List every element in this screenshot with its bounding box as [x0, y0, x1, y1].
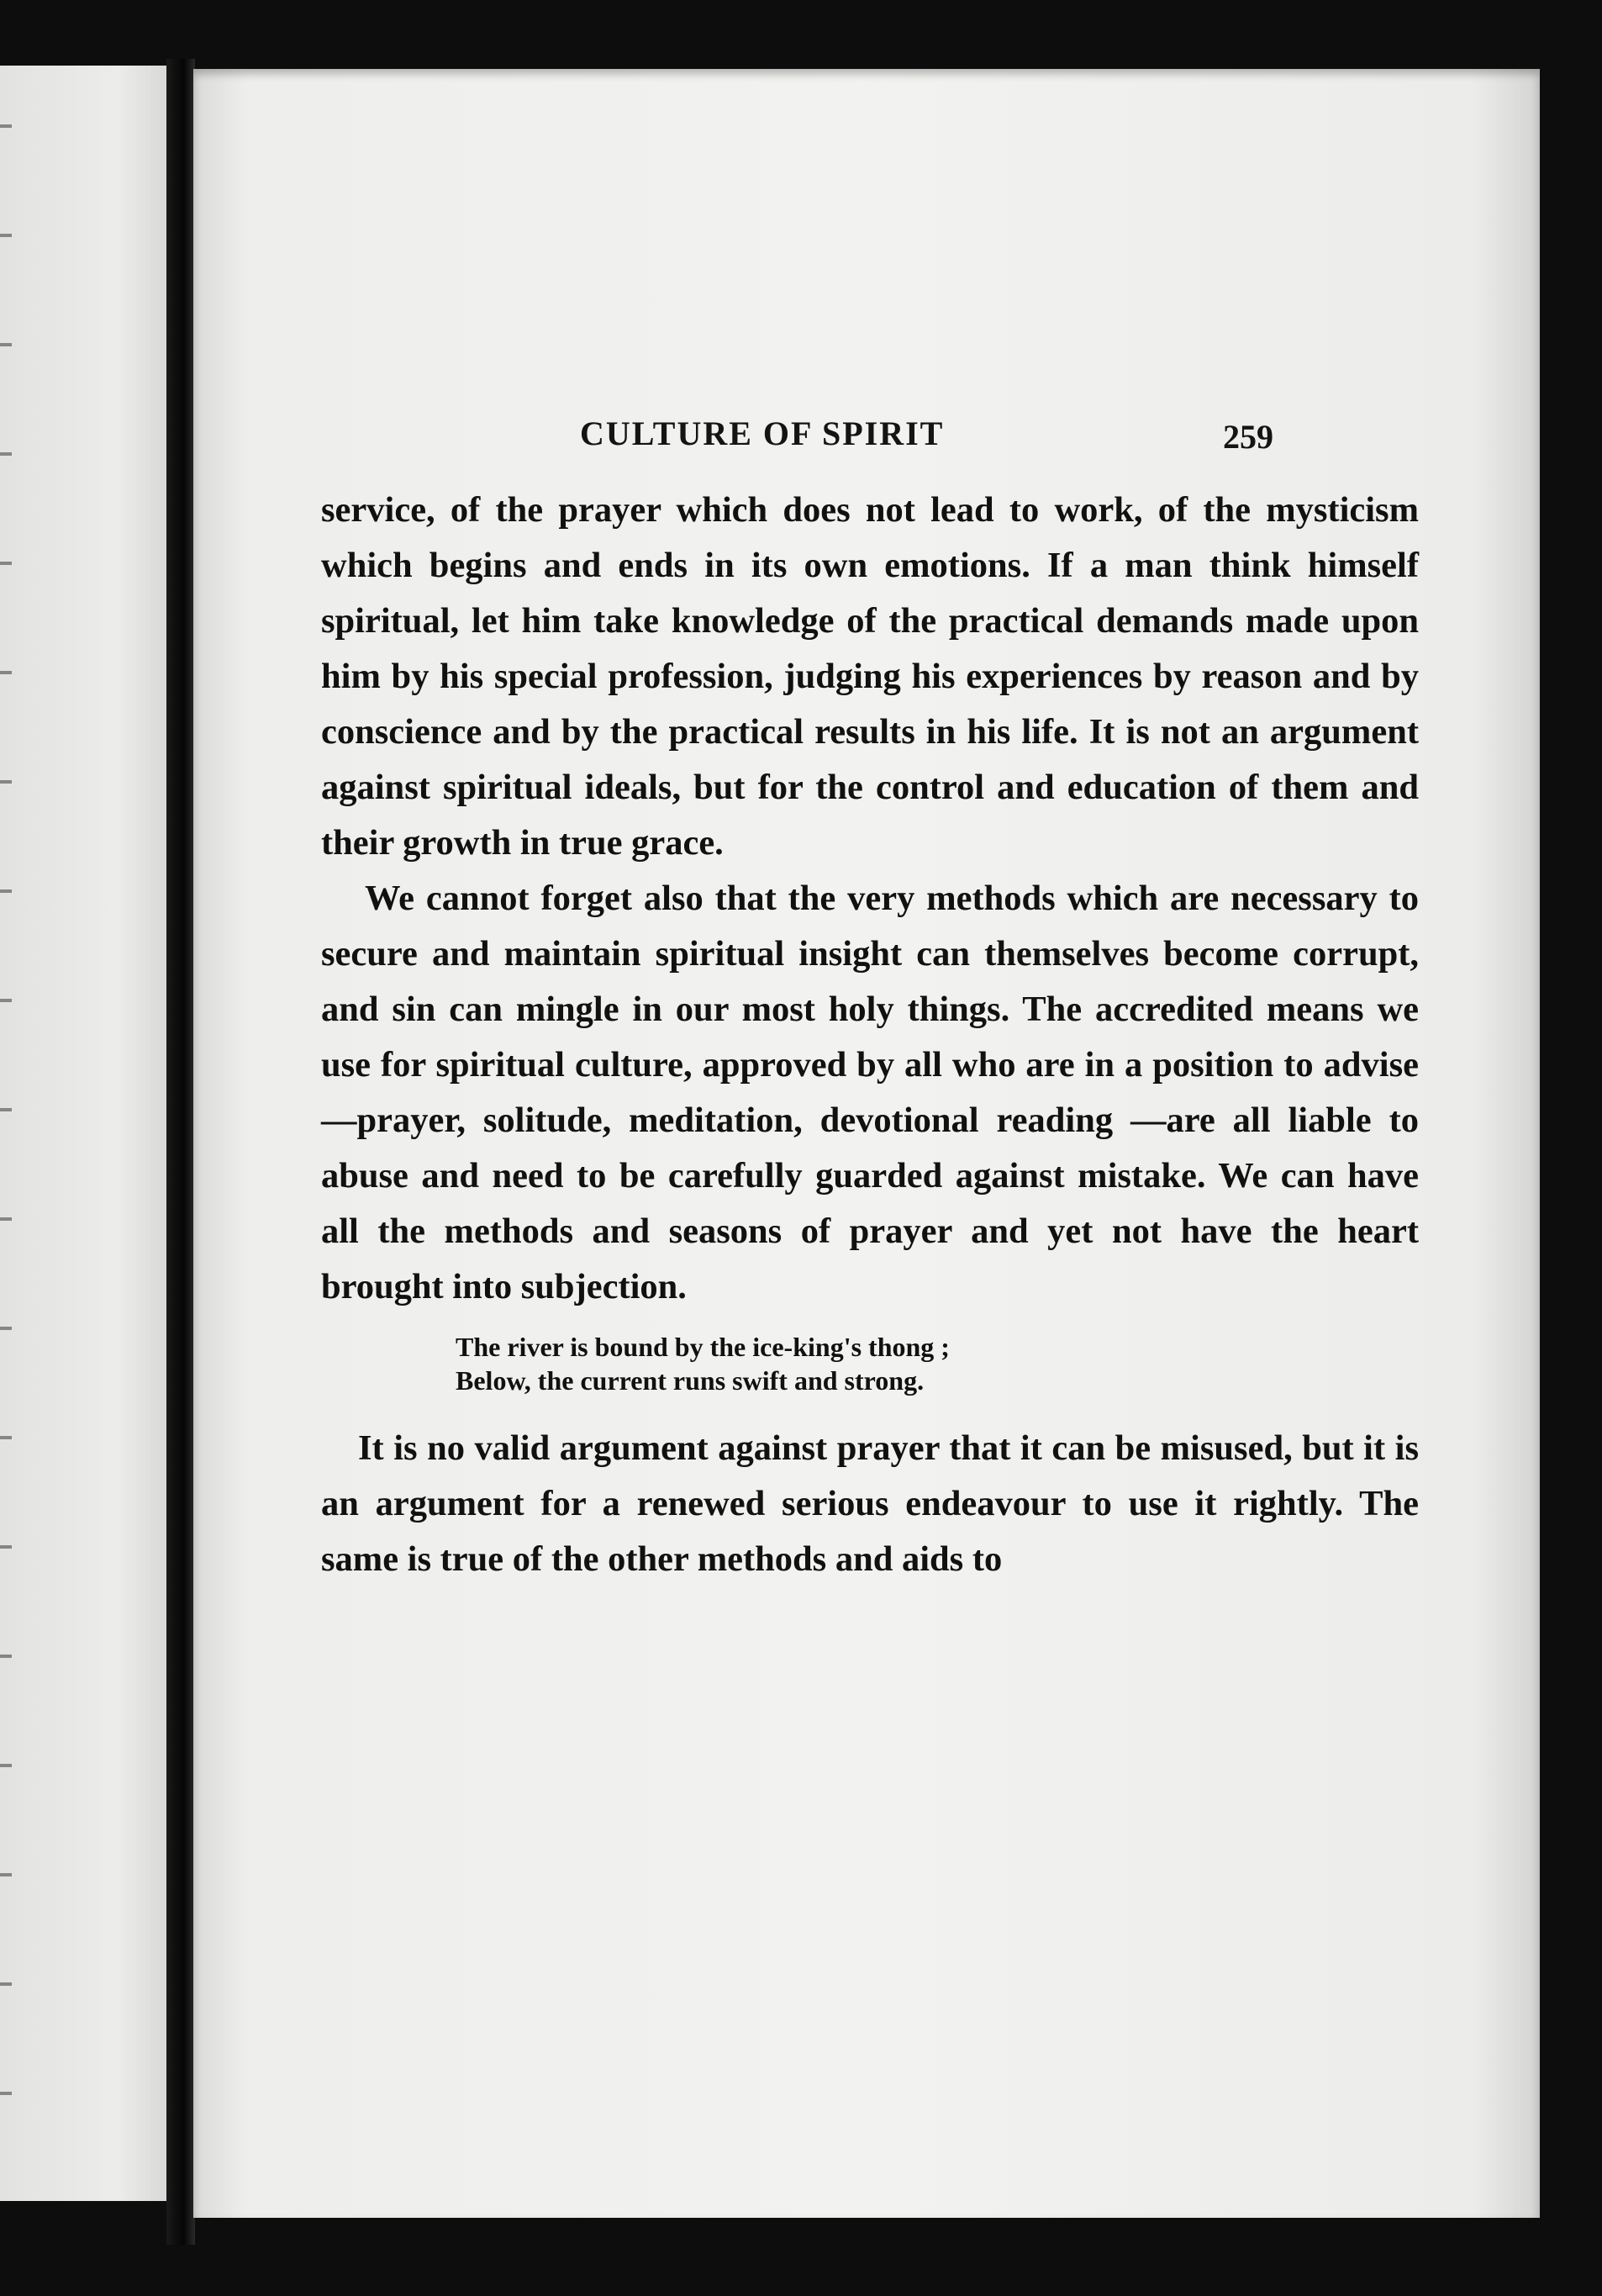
- verse-quotation: [456, 1330, 1419, 1397]
- left-page-margin-marks: [0, 66, 12, 2201]
- page-header: [193, 414, 1540, 464]
- page-body: [321, 483, 1419, 1587]
- verse-line: Below, the current runs swift and strong.: [456, 1365, 925, 1396]
- running-title: CULTURE OF SPIRIT: [580, 414, 945, 452]
- paragraph: service, of the prayer which does not lead to work, of the mysticism which begins and ends in its own emotions. If a man think himself spiritual, let him take knowledge of the practical demands made upon him by his special profession, judging his experiences by reason and by conscience and by the practical results in his life. It is not an argument against spiritual ideals, but for the control and education of them and their growth in true grace.: [321, 490, 1419, 863]
- paragraph: We cannot forget also that the very methods which are necessary to secure and maintain spiritual insight can themselves become corrupt, and sin can mingle in our most holy things. The accredited means we use for spiritual culture, approved by all who are in a position to advise —prayer, solitude, meditation, devotional reading —are all liable to abuse and need to be carefully guarded against mistake. We can have all the methods and seasons of prayer and yet not have the heart brought into subjection.: [321, 879, 1419, 1306]
- book-page: [193, 69, 1540, 2218]
- verse-line: The river is bound by the ice-king's thong ;: [456, 1332, 950, 1362]
- book-gutter: [166, 59, 195, 2245]
- left-page-edge: [0, 66, 168, 2201]
- paragraph: It is no valid argument against prayer that it can be misused, but it is an argument for a renewed serious endeavour to use it rightly. The same is true of the other methods and aids to: [321, 1428, 1419, 1579]
- page-number: 259: [1223, 418, 1273, 456]
